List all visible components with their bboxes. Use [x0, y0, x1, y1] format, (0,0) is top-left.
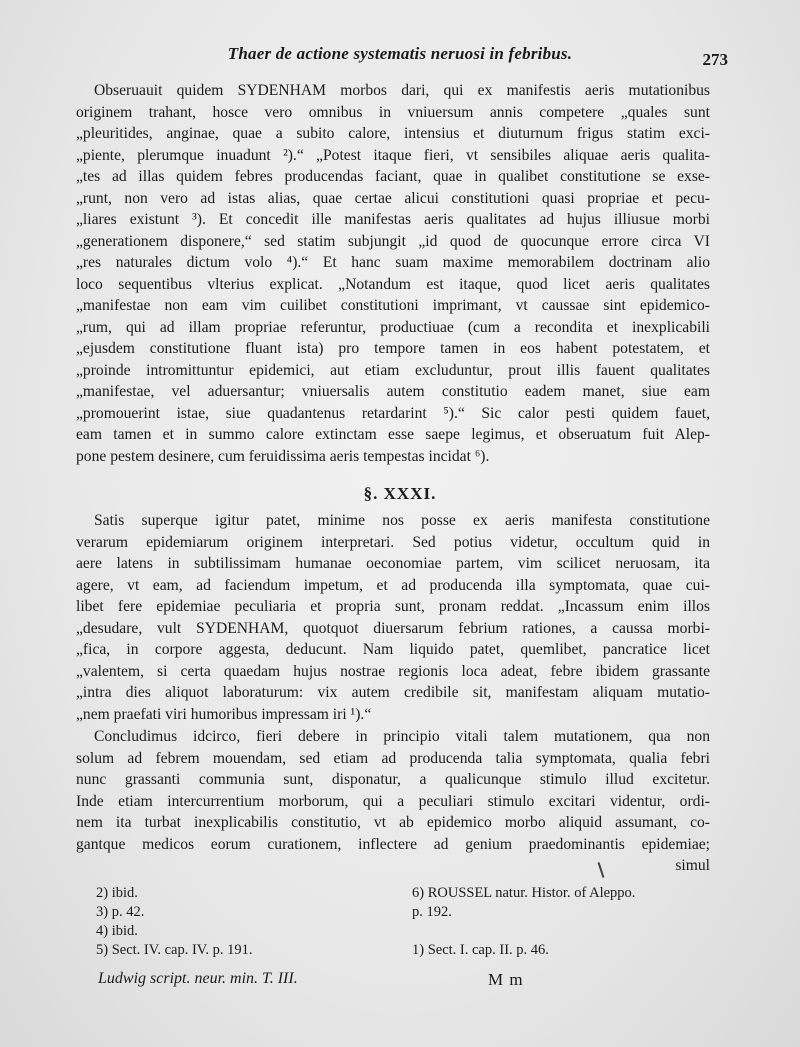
text-line: „ejusdem constitutione fluant ista) pro tempore tamen in eos habent potestatem, et — [76, 340, 710, 357]
text-line: originem trahant, hosce vero omnibus in vniuersum annis competere „quales sunt — [76, 103, 710, 121]
text-line: „manifestae non eam vim cuilibet constitutioni imprimant, vt caussae sint epidemico- — [76, 297, 710, 314]
footnote: 1) Sect. I. cap. II. p. 46. — [412, 942, 549, 958]
text-line: nem ita turbat inexplicabilis constitutio, vt ab epidemico morbo aliquid assumant, co- — [76, 814, 710, 831]
text-line: verarum epidemiarum originem interpretari. Sed potius videtur, occultum quid in — [76, 533, 710, 551]
text-line: „piente, plerumque inuadunt ²).“ „Potest itaque fieri, vt sensibiles aliquae aeris qualita- — [76, 146, 710, 164]
text-line: „liares existunt ³). Et concedit ille manifestas aeris qualitates ad hujus illiusue morbi — [76, 211, 710, 228]
page-number: 273 — [702, 50, 728, 69]
footnote: 6) ROUSSEL natur. Histor. of Aleppo. — [412, 885, 636, 901]
text-line: agere, vt eam, ad faciendum impetum, et ad producenda illa symptomata, quae cui- — [76, 576, 710, 594]
text-line: „valentem, si certa quaedam hujus nostrae regionis loca adeat, febre ibidem grassante — [76, 662, 710, 680]
running-head: Thaer de actione systematis neruosi in febribus. — [227, 44, 573, 63]
text-line: Satis superque igitur patet, minime nos posse ex aeris manifesta constitutione — [94, 512, 710, 529]
paragraph-3 — [76, 726, 710, 877]
footnote: 5) Sect. IV. cap. IV. p. 191. — [96, 942, 253, 958]
printer-signature: Ludwig script. neur. min. T. III. — [98, 970, 298, 987]
section-heading: §. XXXI. — [363, 484, 437, 503]
text-line: Concludimus idcirco, fieri debere in principio vitali talem mutationem, qua non — [94, 728, 710, 745]
footnotes-right-column — [412, 884, 635, 960]
signature-mark: M m — [488, 970, 524, 989]
text-line: gantque medicos eorum curationem, inflectere ad genium praedominantis epidemiae; — [76, 835, 710, 853]
text-line: „promouerint istae, siue quadantenus retardarint ⁵).“ Sic calor pesti quidem fauet, — [76, 404, 710, 422]
text-line: „proinde intromittuntur epidemici, aut etiam excluduntur, prout illis fauent qualitates — [76, 361, 710, 379]
footnote — [412, 922, 635, 941]
footnote: p. 192. — [412, 904, 452, 920]
text-line: „intra dies aliquot laboraturum: vix autem credibile sit, manifestam aliquam mutatio- — [76, 684, 710, 701]
text-line: pone pestem desinere, cum feruidissima aeris tempestas incidat ⁶). — [76, 447, 490, 465]
footnotes-left-column — [96, 884, 253, 960]
footnote: 2) ibid. — [96, 885, 138, 901]
text-line: eam tamen et in summo calore extinctam esse saepe legimus, et obseruatum fuit Alep- — [76, 426, 710, 443]
footnote: 3) p. 42. — [96, 904, 145, 920]
catchword: simul — [675, 857, 710, 874]
footnote: 4) ibid. — [96, 923, 138, 939]
paragraph-1 — [76, 80, 710, 467]
text-line: „generationem disponere,“ sed statim subjungit „id quod de quocunque errore circa VI — [76, 232, 710, 250]
text-line: „runt, non vero ad istas alias, quae certae alicui constitutioni quasi propriae et pecu- — [76, 189, 710, 207]
text-line: Inde etiam intercurrentium morborum, qui a peculiari stimulo excitari videntur, ordi- — [76, 792, 710, 810]
text-line: aere latens in subtilissimam humanae oeconomiae partem, vim scilicet neruosam, ita — [76, 555, 710, 572]
text-line: solum ad febrem mouendam, sed etiam ad producenda talia symptomata, qualia febri — [76, 749, 710, 767]
text-line: „pleuritides, anginae, quae a subito calore, intensius et diuturnum frigus statim exci- — [76, 125, 710, 142]
text-line: „rum, qui ad illam propriae referuntur, productiuae (cum a recondita et inexplicabili — [76, 318, 710, 336]
text-line: nunc grassanti communia sunt, disponatur, a qualicunque stimulo illud excitetur. — [76, 771, 710, 788]
text-line: „res naturales dictum volo ⁴).“ Et hanc suam maxime memorabilem doctrinam alio — [76, 254, 710, 271]
text-line: loco sequentibus vlterius explicat. „Notandum est itaque, quod licet aeris qualitates — [76, 275, 710, 293]
text-line: „desudare, vult SYDENHAM, quotquot diuersarum febrium rationes, a caussa morbi- — [76, 619, 710, 637]
text-line: „manifestae, vel aduersantur; vniuersalis autem constitutio eadem manet, siue eam — [76, 383, 710, 400]
text-line: Obseruauit quidem SYDENHAM morbos dari, qui ex manifestis aeris mutationibus — [94, 82, 710, 99]
text-line: „nem praefati viri humoribus impressam iri ¹).“ — [76, 705, 372, 723]
text-line: libet fere epidemiae peculiaria et propria sunt, pronam reddat. „Incassum enim illos — [76, 598, 710, 615]
text-line: „fica, in corpore aggesta, deducunt. Nam liquido patet, quemlibet, pancratice licet — [76, 641, 710, 658]
text-line: „tes ad illas quidem febres producendas faciant, quae in qualibet constitutione se exse- — [76, 168, 710, 185]
paragraph-2 — [76, 510, 710, 725]
